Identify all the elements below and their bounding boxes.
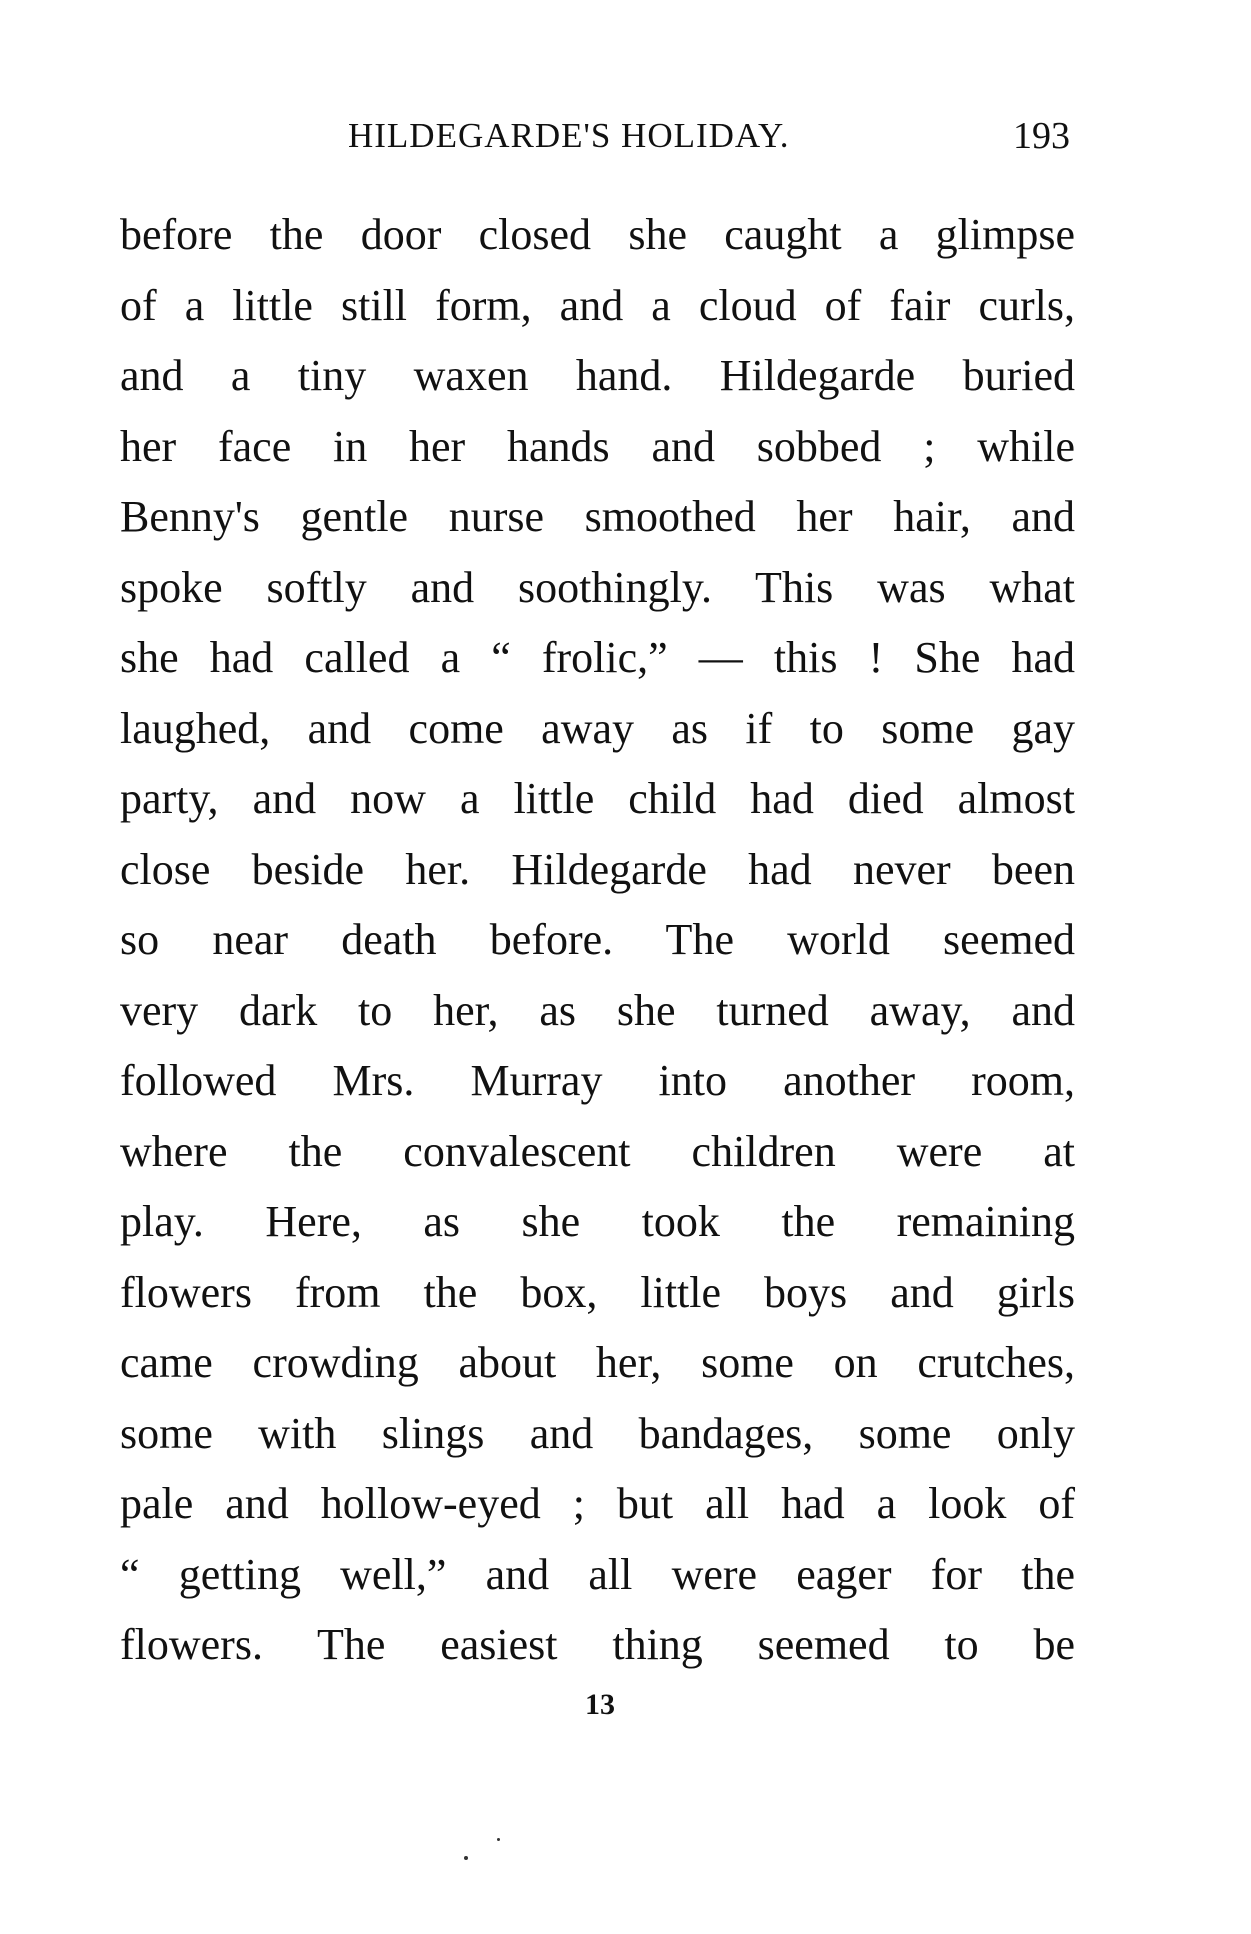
text-line: “ getting well,” and all were eager for the (120, 1549, 1075, 1599)
text-line: flowers. The easiest thing seemed to be (120, 1620, 1075, 1669)
text-line: so near death before. The world seemed (120, 915, 1075, 964)
running-title: HILDEGARDE'S HOLIDAY. (348, 116, 790, 155)
text-line: party, and now a little child had died almost (120, 774, 1075, 823)
text-line: very dark to her, as she turned away, and (120, 985, 1075, 1035)
running-head (120, 112, 1070, 160)
text-line: followed Mrs. Murray into another room, (120, 1056, 1075, 1105)
body-text (120, 200, 1075, 1681)
text-line: her face in her hands and sobbed ; while (120, 421, 1075, 471)
text-line: Benny's gentle nurse smoothed her hair, and (120, 492, 1075, 541)
paper-speck (464, 1856, 468, 1860)
text-line: before the door closed she caught a glimpse (120, 210, 1075, 259)
text-line: pale and hollow-eyed ; but all had a look of (120, 1479, 1075, 1528)
text-line: spoke softly and soothingly. This was what (120, 562, 1075, 612)
text-line: flowers from the box, little boys and girls (120, 1267, 1075, 1317)
text-line: of a little still form, and a cloud of fair curls, (120, 280, 1075, 330)
signature-mark: 13 (585, 1688, 615, 1721)
text-line: close beside her. Hildegarde had never been (120, 844, 1075, 894)
text-line: where the convalescent children were at (120, 1126, 1075, 1176)
text-line: came crowding about her, some on crutches, (120, 1338, 1075, 1387)
page-number: 193 (1013, 115, 1070, 157)
text-line: some with slings and bandages, some only (120, 1408, 1075, 1458)
text-line: she had called a “ frolic,” — this ! She had (120, 633, 1075, 682)
text-line: and a tiny waxen hand. Hildegarde buried (120, 351, 1075, 400)
text-line: play. Here, as she took the remaining (120, 1197, 1075, 1246)
paper-speck (497, 1838, 500, 1841)
text-line: laughed, and come away as if to some gay (120, 703, 1075, 753)
